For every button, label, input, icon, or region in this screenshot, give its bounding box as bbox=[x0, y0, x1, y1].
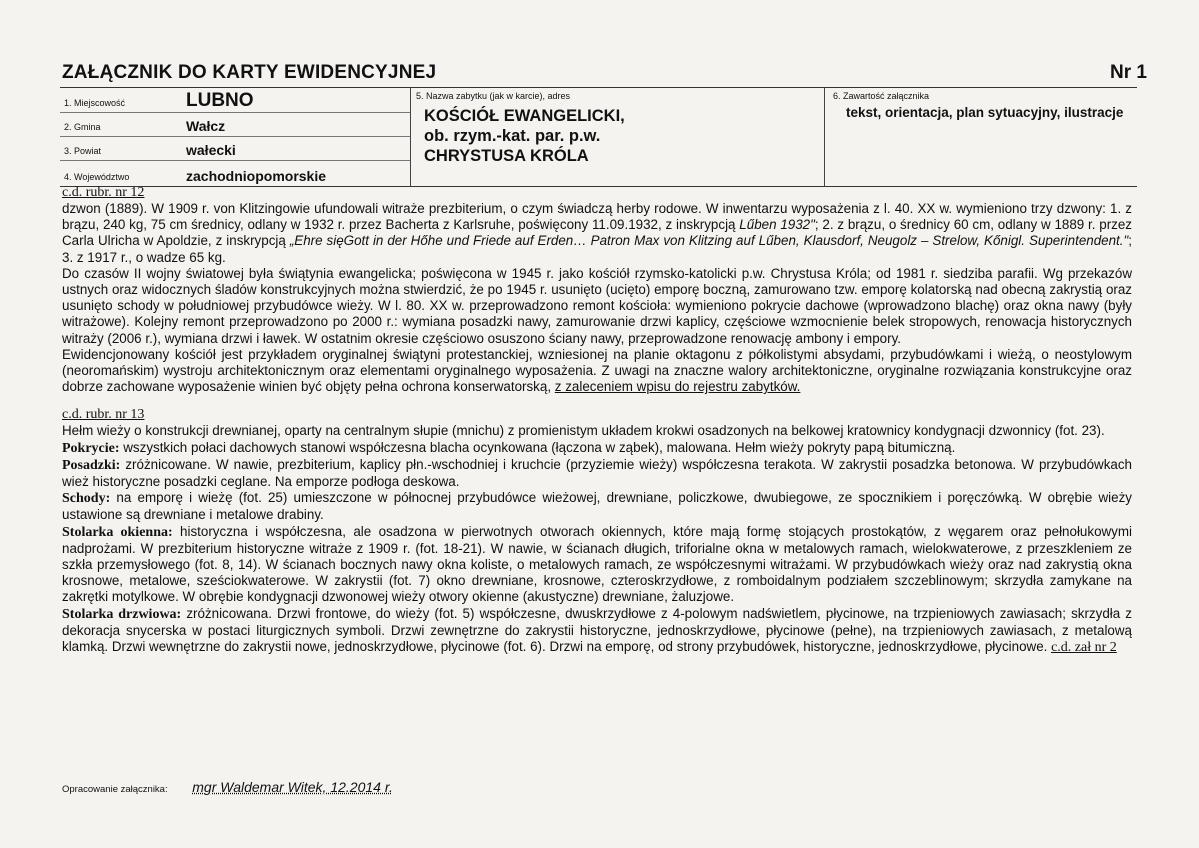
location-column bbox=[60, 88, 411, 186]
inscription-1: Lűben 1932" bbox=[739, 217, 815, 233]
section-13-heading: c.d. rubr. nr 13 bbox=[62, 407, 145, 423]
section-stolarka-drzwiowa bbox=[62, 606, 1132, 656]
row-wojewodztwo bbox=[60, 160, 410, 186]
text-run: na emporę i wieżę (fot. 25) umieszczone w północnej przybudówce wieżowej, drewniane, policzkowe, dwubiegowe, ze spocznikiem i poręczówką. W obrębie wieży ustawione są drewniane i metalowe drabiny. bbox=[62, 490, 1132, 523]
text-run: zróżnicowana. Drzwi frontowe, do wieży (fot. 5) współczesne, dwuskrzydłowe z 4-polowym nadświetlem, płycinowe, na trzpieniowych zawiasach; skrzydła z dekoracja snycerska w postaci liturgicznych symboli. Drzwi zewnętrzne do zakrystii historyczne, jednoskrzydłowe, płycinowe (pełne), na trzpieniowych zawiasach, z metalową klamką. Drzwi wewnętrzne do zakrystii nowe, jednoskrzydłowe, płycinowe (fot. 6). Drzwi na emporę, od strony przybudówek, historyczne, jednoskrzydłowe, płycinowe. bbox=[62, 605, 1132, 655]
label-powiat: 3. Powiat bbox=[64, 146, 102, 156]
registry-recommendation: z zaleceniem wpisu do rejestru zabytków. bbox=[554, 379, 801, 395]
document-title: ZAŁĄCZNIK DO KARTY EWIDENCYJNEJ bbox=[62, 62, 437, 83]
spacer bbox=[62, 395, 1132, 407]
section-schody bbox=[62, 490, 1132, 523]
footer-label: Opracowanie załącznika: bbox=[62, 784, 168, 795]
label-zawartosc: 6. Zawartość załącznika bbox=[833, 91, 930, 101]
header-table bbox=[60, 87, 1137, 187]
keyword: Posadzki: bbox=[62, 457, 121, 473]
keyword: Stolarka okienna: bbox=[62, 524, 173, 540]
attachment-contents: tekst, orientacja, plan sytuacyjny, ilustracje bbox=[846, 105, 1124, 120]
value-miejscowosc: LUBNO bbox=[186, 90, 254, 111]
contents-column bbox=[824, 88, 1137, 186]
label-wojewodztwo: 4. Województwo bbox=[64, 172, 130, 182]
value-powiat: wałecki bbox=[186, 142, 236, 158]
section-12-heading: c.d. rubr. nr 12 bbox=[62, 185, 145, 200]
label-miejscowosc: 1. Miejscowość bbox=[64, 98, 126, 108]
row-gmina bbox=[60, 112, 410, 137]
continuation-note: c.d. zał nr 2 bbox=[1051, 640, 1117, 656]
row-miejscowosc bbox=[60, 88, 410, 113]
text-run: zróżnicowane. W nawie, prezbiterium, kaplicy płn.-wschodniej i kruchcie (przyziemie wieży) współczesna terakota. W zakrystii posadzka betonowa. W przybudówkach wież historyczne posadzki ceglane. Na emporze podłoga deskowa. bbox=[62, 456, 1132, 490]
label-gmina: 2. Gmina bbox=[64, 122, 101, 132]
label-nazwa: 5. Nazwa zabytku (jak w karcie), adres bbox=[416, 91, 571, 101]
text-run: historyczna i współczesna, ale osadzona w pierwotnych otworach okiennych, które mają formę stojących prostokątów, z węgarem oraz pełnołukowymi nadprożami. W prezbiterium historyczne witraże z 1909 r. (fot. 18-21). W nawie, w ścianach długich, triforialne okna w metalowych ramach, wielokwaterowe, z przeszkleniem ze szkła przemysłowego (fot. 8, 14). W ścianach bocznych nawy okna koliste, o metalowych ramach, ze współczesnymi witrażami. W przybudówkach wieży oraz nad zakrystią okna krosnowe, metalowe, sześciokwaterowe. W zakrystii (fot. 7) okno drewniane, krosnowe, czteroskrzydłowe, z romboidalnym podziałem szczeblinowym; skrzydła zamykane na zakrętki motylkowe. W obrębie kondygnacji dzwonowej wieży otwory okienne (akustyczne) drewniane, żaluzjowe. bbox=[62, 523, 1133, 605]
section-12-paragraph-1 bbox=[62, 201, 1132, 266]
value-wojewodztwo: zachodniopomorskie bbox=[186, 168, 327, 184]
text-run: Ewidencjonowany kościół jest przykładem oryginalnej świątyni protestanckiej, wzniesionej na planie oktagonu z półkolistymi absydami, przybudówkami i wieżą, o neostylowym (neoromańskim) wystroju architektonicznym oraz elementami oryginalnego wyposażenia. Z uwagi na znaczne walory architektoniczne, oryginalne rozwiązania konstrukcyjne oraz dobrze zachowane wyposażenie winien być objęty pełna ochrona konserwatorską, bbox=[62, 346, 1132, 395]
monument-name-column bbox=[410, 88, 825, 186]
value-gmina: Wałcz bbox=[186, 118, 226, 134]
keyword: Schody: bbox=[62, 491, 111, 507]
section-pokrycie bbox=[62, 440, 1132, 457]
document-number: Nr 1 bbox=[1110, 62, 1147, 83]
text-run: wszystkich połaci dachowych stanowi współczesna blacha ocynkowana (łączona w ząbek), malowana. Hełm wieży pokryty papą bitumiczną. bbox=[119, 439, 956, 455]
text-run: ; 3. z 1917 r., o wadze 65 kg. bbox=[62, 233, 1132, 265]
keyword: Stolarka drzwiowa: bbox=[62, 606, 182, 622]
footer-author: mgr Waldemar Witek, 12.2014 r. bbox=[192, 779, 393, 795]
text-run: dzwon (1889). W 1909 r. von Klitzingowie ufundowali witraże prezbiterium, o czym świadczą herby rodowe. W inwentarzu wyposażenia z l. 40. XX w. wymieniono trzy dzwony: 1. z brązu, 240 kg, 75 cm średnicy, odlany w 1932 r. przez Bacherta z Karlsruhe, poświęcony 11.09.1932, z inskrypcją bbox=[62, 201, 1132, 233]
inscription-2: „Ehre sięGott in der Hőhe und Friede auf Erden… Patron Max von Klitzing auf Lűben, Klausdorf, Neugolz – Strelow, Kőnigl. Superintendent." bbox=[289, 233, 1129, 249]
monument-name: KOŚCIÓŁ EWANGELICKI, ob. rzym.-kat. par. p.w. CHRYSTUSA KRÓLA bbox=[424, 107, 625, 165]
section-13-intro: Hełm wieży o konstrukcji drewnianej, oparty na centralnym słupie (mnichu) z promienistym układem krokwi osadzonych na belkowej kratownicy kondygnacji dzwonnicy (fot. 23). bbox=[62, 423, 1105, 439]
keyword: Pokrycie: bbox=[62, 440, 120, 456]
footer bbox=[62, 779, 393, 795]
section-12-paragraph-2: Do czasów II wojny światowej była świątynia ewangelicka; poświęcona w 1945 r. jako kościół rzymsko-katolicki p.w. Chrystusa Króla; od 1981 r. siedziba parafii. Wg przekazów ustnych oraz widocznych śladów konstrukcyjnych można stwierdzić, że po 1945 r. usunięto (ucięto) emporę boczną, zamurowano tzw. emporę kolatorską nad obecną zakrystią oraz usunięto schody w południowej przybudówce wieży. W l. 80. XX w. przeprowadzono remont kościoła: wymieniono pokrycie dachowe (wprowadzono blachę) oraz okna nawy (były witrażowe). Kolejny remont przeprowadzono po 2000 r.: wymiana posadzki nawy, zamurowanie drzwi kaplicy, częściowe wzmocnienie belek stropowych, renowacja historycznych witraży (2006 r.), wymiana drzwi i ławek. W ostatnim okresie częściowo osuszono ściany nawy, przeprowadzone renowację ambony i empory. bbox=[62, 265, 1132, 346]
text-run: ; 2. z brązu, o średnicy 60 cm, odlany w 1889 r. przez Carla Ulricha w Apoldzie, z inskrypcją bbox=[62, 217, 1133, 249]
document-body bbox=[62, 185, 1132, 656]
section-stolarka-okienna bbox=[62, 524, 1132, 606]
section-posadzki bbox=[62, 457, 1132, 490]
section-12-paragraph-3 bbox=[62, 347, 1132, 396]
row-powiat bbox=[60, 136, 410, 161]
